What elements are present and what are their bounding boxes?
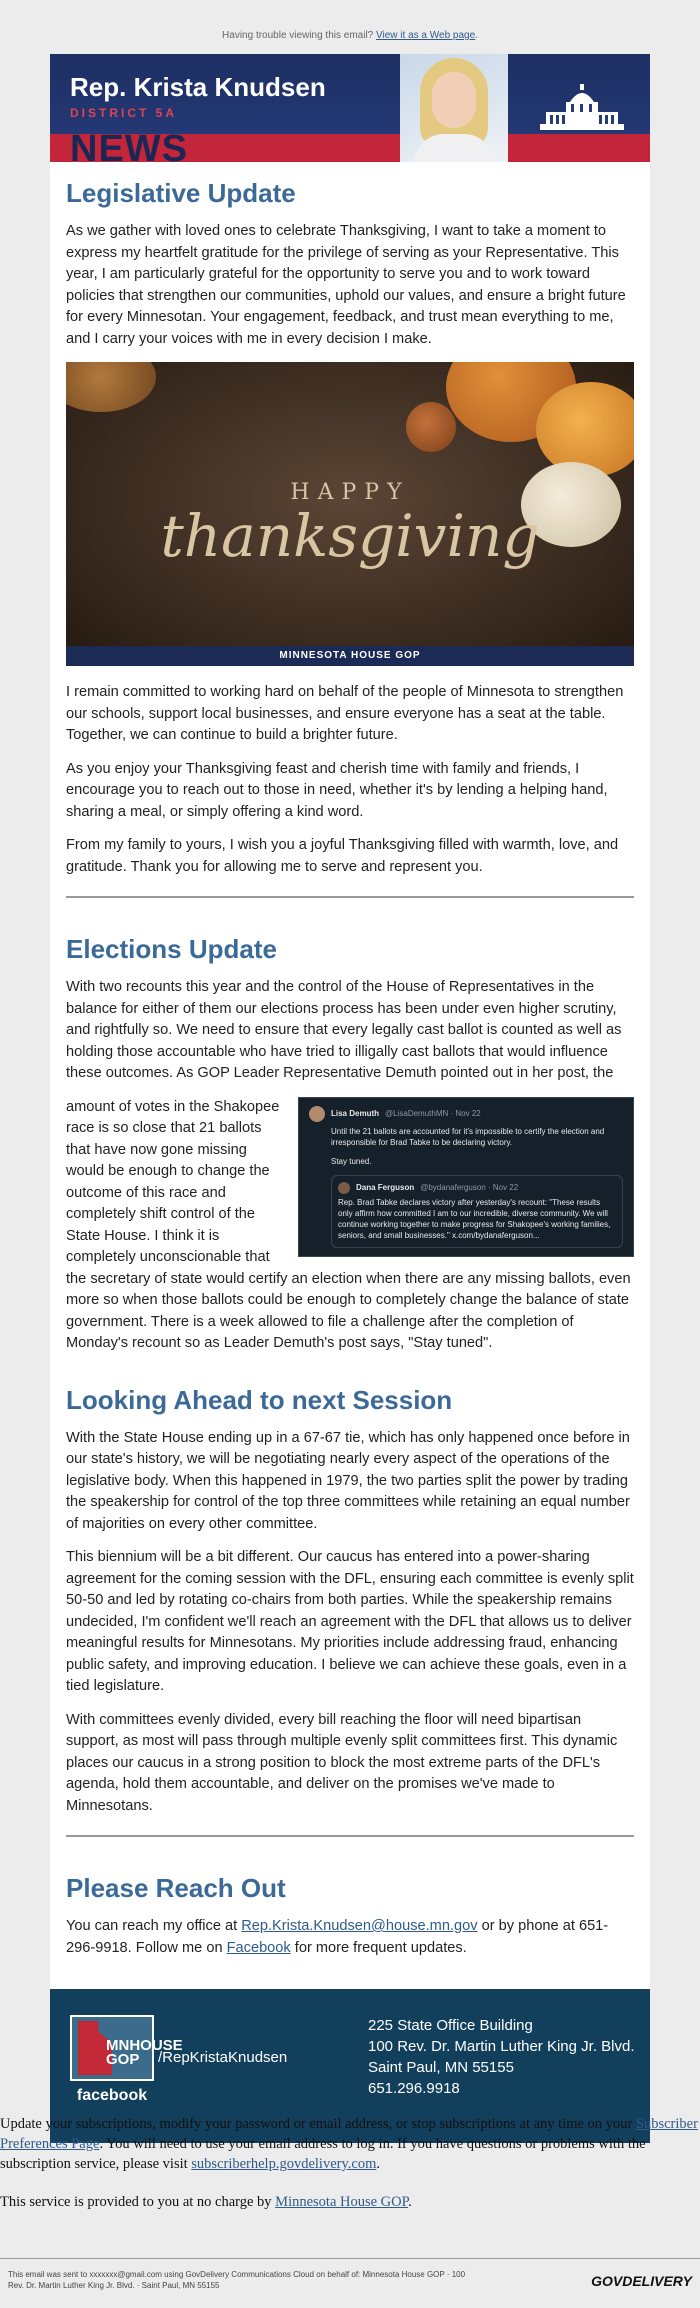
preheader-text: Having trouble viewing this email? (222, 30, 377, 41)
banner-news: NEWS (70, 128, 188, 162)
divider (66, 896, 634, 898)
representative-photo (400, 54, 508, 162)
preheader-suffix: . (475, 30, 478, 41)
legislative-heading: Legislative Update (66, 178, 296, 208)
office-phone: 651.296.9918 (368, 2080, 460, 2097)
hero-strip: MINNESOTA HOUSE GOP (66, 646, 634, 666)
elections-p2: amount of votes in the Shakopee race is so close that 21 ballots that have now gone missing would be enough to change the outcome of this race and completely shift control of the State House. I think it is completely unconscionable that the secretary of state would certify an election when there are any missing ballots, even more so when those ballots could be enough to completely change the balance of state government. There is a week allowed to file a challenge after the completion of Monday's recount so as Leader Demuth's post says, "Stay tuned". (66, 1098, 631, 1351)
ahead-p3: With committees evenly divided, every bill reaching the floor will need bipartisan support, as most will pass through multiple evenly split committees first. This dynamic places our caucus in a strong position to block the most extreme parts of the DFL's agenda, hold them accountable, and deliver on the promises we've made to Minnesotans. (66, 1711, 618, 1814)
logo-text: MNHOUSE GOP (106, 2037, 183, 2068)
govdelivery-logo[interactable]: GOVDELIVERY (591, 2273, 692, 2289)
legislative-p1: As we gather with loved ones to celebrate Thanksgiving, I want to take a moment to express my heartfelt gratitude for the privilege of serving as your Representative. This year, I am particularly grateful for the opportunity to serve you and to work toward policies that strengthen our communities, uphold our values, and ensure a bright future for every Minnesotan. Your engagement, feedback, and trust mean everything to me, and I carry your voices with me in every decision I make. (66, 223, 626, 347)
preferences-link[interactable]: Subscriber Preferences Page (0, 2116, 698, 2152)
quote-handle: @bydanaferguson · Nov 22 (420, 1183, 519, 1192)
subscription-info (0, 2114, 700, 2230)
banner-name: Rep. Krista Knudsen (70, 72, 326, 102)
thanksgiving-image (66, 362, 634, 666)
quote-author: Dana Ferguson (356, 1183, 415, 1192)
ahead-p2: This biennium will be a bit different. Our caucus has entered into a power-sharing agreement for the coming session with the DFL, ensuring each committee is evenly split 50-50 and led by rotating co-chairs from both parties. While the speakership remains undecided, I'm confident we'll reach an agreement with the DFL that allows us to deliver meaningful results for Minnesotans. My priorities include addressing fraud, enhancing public safety, and improving education. I believe we can achieve these goals, even in a tied legislature. (66, 1549, 634, 1694)
legal-footer (0, 2258, 700, 2291)
elections-heading: Elections Update (66, 934, 277, 964)
tweet-text: Until the 21 ballots are accounted for it's impossible to certify the election and irresponsible for Brad Tabke to be declaring victory. (331, 1126, 605, 1147)
banner-district: DISTRICT 5A (70, 106, 178, 120)
hero-happy: HAPPY (290, 480, 410, 505)
facebook-label[interactable]: facebook (76, 2087, 148, 2104)
embedded-tweet[interactable] (298, 1097, 634, 1257)
house-gop-link[interactable]: Minnesota House GOP (275, 2194, 409, 2210)
capitol-icon (536, 84, 628, 134)
quote-text: Rep. Brad Tabke declares victory after yesterday's recount: "These results only affirm how committed I am to our incredible, diverse community. We will continue working together to make progress for Shakopee's working families, seniors, and small businesses." x.com/bydanaferguson... (338, 1197, 611, 1240)
avatar (338, 1182, 350, 1194)
reach-heading: Please Reach Out (66, 1873, 286, 1903)
ahead-p1: With the State House ending up in a 67-67 tie, which has only happened once before in our state's history, we will be negotiating nearly every aspect of the operations of the legislative body. When this happened in 1979, the two parties split the power by trading the speakership for control of the top three committees while retaining an equal number of majorities on every other committee. (66, 1429, 630, 1532)
subscription-text: Update your subscriptions, modify your password or email address, or stop subscriptions at any time on your Subscriber Preferences Page. You will need to use your email address to log in. If you have questions or problems with the subscription service, please visit subscriberhelp.govdelivery.com. (0, 2116, 698, 2172)
office-address: 225 State Office Building 100 Rev. Dr. Martin Luther King Jr. Blvd. Saint Paul, MN 55155 651.296.9918 (368, 2017, 635, 2097)
legislative-p2: I remain committed to working hard on behalf of the people of Minnesota to strengthen our schools, support local businesses, and ensure everyone has a seat at the table. Together, we can continue to build a brighter future. (66, 684, 624, 743)
tweet-text-2: Stay tuned. (331, 1156, 372, 1166)
email-link[interactable]: Rep.Krista.Knudsen@house.mn.gov (241, 1918, 478, 1934)
legislative-p3: As you enjoy your Thanksgiving feast and cherish time with family and friends, I encourage you to reach out to those in need, whether it's by lending a helping hand, sharing a meal, or simply offering a kind word. (66, 760, 608, 820)
legislative-p4: From my family to yours, I wish you a joyful Thanksgiving filled with warmth, love, and gratitude. Thank you for allowing me to serve and represent you. (66, 837, 619, 875)
quoted-tweet[interactable] (331, 1175, 623, 1248)
facebook-handle[interactable]: /RepKristaKnudsen (158, 2049, 288, 2066)
elections-p1: With two recounts this year and the control of the House of Representatives in the balance for either of them our elections process has been under even higher scrutiny, and rightfully so. We need to ensure that every legally cast ballot is counted as well as holding those accountable who have tried to illigally cast ballots that would influence these outcomes. As GOP Leader Representative Demuth pointed out in her post, the (66, 979, 622, 1081)
legal-line-2: Rev. Dr. Martin Luther King Jr. Blvd. · Saint Paul, MN 55155 (8, 2281, 220, 2290)
tweet-author: Lisa Demuth (331, 1109, 380, 1118)
help-link[interactable]: subscriberhelp.govdelivery.com (191, 2156, 377, 2172)
hero-thanksgiving: thanksgiving (160, 502, 540, 570)
divider (66, 1835, 634, 1837)
service-text: This service is provided to you at no charge by Minnesota House GOP. (0, 2194, 412, 2210)
avatar (309, 1106, 325, 1122)
header-banner (50, 54, 650, 162)
web-page-link[interactable]: View it as a Web page (376, 30, 476, 41)
preheader (0, 0, 700, 54)
email-body (50, 54, 650, 2143)
facebook-link[interactable]: Facebook (226, 1939, 291, 1956)
tweet-handle: @LisaDemuthMN · Nov 22 (385, 1109, 481, 1118)
mnhouse-gop-logo[interactable] (70, 2015, 183, 2081)
legal-line-1: This email was sent to xxxxxxx@gmail.com using GovDelivery Communications Cloud on behalf of: Minnesota House GOP · 100 (8, 2270, 466, 2279)
ahead-heading: Looking Ahead to next Session (66, 1384, 453, 1415)
reach-text: You can reach my office at Rep.Krista.Knudsen@house.mn.gov or by phone at 651-296-9918. Follow me on Facebook for more frequent updates. (66, 1918, 609, 1956)
